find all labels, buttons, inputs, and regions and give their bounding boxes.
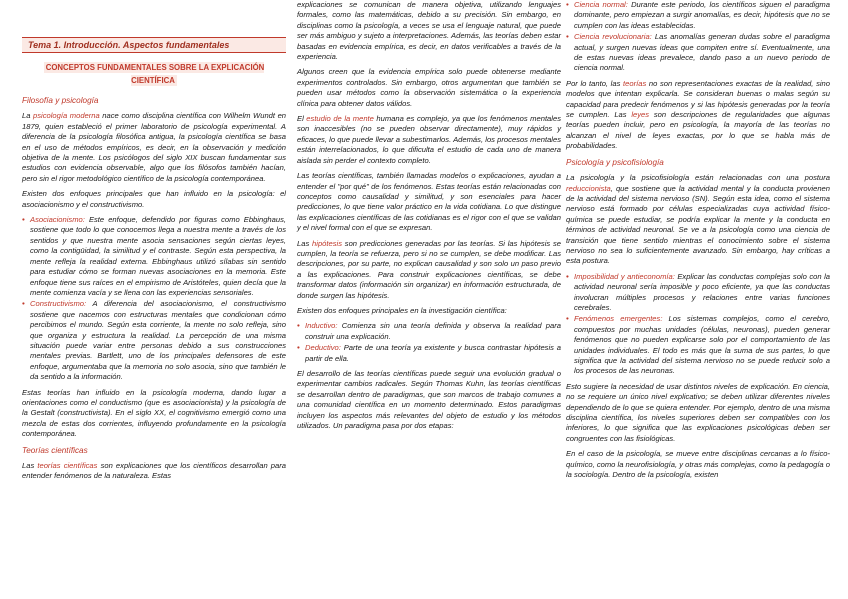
list-item: • Fenómenos emergentes: Los sistemas complejos, como el cerebro, compuestos por muchas unidades (células, neuronas), pueden generar fenómenos que no pueden explicarse solo por el comportamiento de las unidades individuales. El todo es más que la suma de sus partes, lo que significa que la actividad del sistema nervioso no se puede reducir solo a los procesos de las neuronas. — [566, 314, 830, 376]
paragraph: Estas teorías han influido en la psicología moderna, dando lugar a orientaciones como el conductismo (que es asociacionista) y la psicología de la Gestalt (constructivista). En el siglo XX, el cognitivismo emergió como una mezcla de estas dos corrientes, influyendo profundamente en la psicología contemporánea. — [22, 387, 286, 439]
list-item: • Constructivismo: A diferencia del asociacionismo, el constructivismo sostiene que nacemos con estructuras mentales que condicionan cómo percibimos el mundo. Según esta corriente, la mente no solo refleja, sino que organiza y estructura la realidad. La percepción de una misma situación puede variar entre personas debido a sus construcciones mentales previas. Bartlett, uno de los principales defensores de este enfoque, argumentaba que la memoria no solo asocia, sino que también le da sentido a la información. — [22, 299, 286, 382]
paragraph: Las hipótesis son predicciones generadas por las teorías. Si las hipótesis se cumplen, la teoría se refuerza, pero si no se cumplen, se debe modificar. Las descripciones, por su parte, no explican causalidad y son solo un paso previo a las explicaciones. Para construir explicaciones científicas, se debe transformar datos (información sin organizar) en información estructurada, de donde surgen las hipótesis. — [297, 238, 561, 300]
paragraph: Por lo tanto, las teorías no son representaciones exactas de la realidad, sino modelos que intentan explicarla. Se consideran buenas o malas según su capacidad para predecir fenómenos y si las hipótesis generadas por la teoría se cumplen. Las leyes son descripciones de regularidades que algunas teorías pueden incluir, pero en psicología, la mayoría de las teorías no alcanzan el nivel de leyes exactas, por lo que se habla más de probabilidades. — [566, 78, 830, 151]
heading-psicologia-psicofisiologia: Psicología y psicofisiología — [566, 157, 664, 167]
paragraph: Existen dos enfoques principales en la investigación científica: — [297, 305, 507, 315]
highlight-term: hipótesis — [312, 238, 343, 248]
bullet-list — [22, 215, 286, 383]
paragraph: Las teorías científicas, también llamadas modelos o explicaciones, ayudan a entender el "por qué" de los fenómenos. Estas teorías están relacionadas con conceptos como causalidad y similitud, y son esenciales para hacer predicciones, lo que tiene valor práctico en la vida cotidiana. Lo que distingue las explicaciones científicas de las cotidianas es el rigor con el que se validan y el nivel formal con el que se expresan. — [297, 171, 561, 233]
page-title: Tema 1. Introducción. Aspectos fundamentales — [22, 37, 286, 53]
paragraph: Algunos creen que la evidencia empírica solo puede obtenerse mediante experimentos controlados. Sin embargo, otros argumentan que también se pueden usar métodos como la observación sistemática o la experiencia clínica para obtener datos válidos. — [297, 67, 561, 108]
column-1 — [22, 0, 286, 487]
highlight-term: leyes — [631, 110, 650, 120]
column-2 — [297, 0, 561, 436]
column-3 — [566, 0, 830, 485]
paragraph: El desarrollo de las teorías científicas puede seguir una evolución gradual o experimentar cambios radicales. Según Thomas Kuhn, las teorías científicas se desarrollan dentro de paradigmas, que son marcos de trabajo comunes a una comunidad científica en un momento determinado. Estos paradigmas incluyen los aspectos más relevantes del objeto de estudio y los métodos utilizados. Un paradigma pasa por dos etapas: — [297, 369, 561, 431]
list-item: • Ciencia normal: Durante este periodo, los científicos siguen el paradigma dominante, pero empiezan a surgir anomalías, es decir, hipótesis que no se cumplen con las ideas establecidas. — [566, 0, 830, 30]
bullet-list — [297, 321, 561, 364]
section-subtitle: CONCEPTOS FUNDAMENTALES SOBRE LA EXPLICACIÓN CIENTÍFICA — [45, 63, 265, 85]
highlight-term: teorías científicas — [37, 461, 98, 470]
list-item: • Imposibilidad y antieconomía: Explicar las conductas complejas solo con la actividad neuronal sería imposible y poco eficiente, ya que las conductas involucran múltiples procesos y relaciones entre varias funciones cerebrales. — [566, 271, 830, 312]
paragraph: explicaciones se comunican de manera objetiva, utilizando lenguajes formales, como las matemáticas, debido a su precisión. Sin embargo, en disciplinas como la psicología, a veces se usa el lenguaje natural, que puede ser más ambiguo y sujeto a interpretaciones. Además, las teorías deben estar basadas en evidencia empírica, es decir, en datos verificables a través de la experiencia. — [297, 0, 561, 62]
paragraph: La psicología y la psicofisiología están relacionadas con una postura reduccionista, que sostiene que la actividad mental y la conducta provienen de la actividad del sistema nervioso (SN). Según esta idea, como el sistema nervioso está formado por células especializadas cuya actividad físico-química se puede estudiar, se podría explicar la mente y la conducta en términos de actividad neuronal. Se ve a la psicología como una ciencia de transición que tiene sentido mientras el conocimiento sobre el sistema nervioso no sea lo suficientemente avanzado. Sin embargo, hay críticas a esta postura. — [566, 173, 830, 266]
list-item: • Inductivo: Comienza sin una teoría definida y observa la realidad para construir una explicación. — [297, 321, 561, 341]
list-item: • Deductivo: Parte de una teoría ya existente y busca contrastar hipótesis a partir de ella. — [297, 343, 561, 363]
paragraph: Esto sugiere la necesidad de usar distintos niveles de explicación. En ciencia, no se requiere un único nivel explicativo; se deben utilizar diferentes niveles dependiendo de lo que se quiera entender. Por ejemplo, dentro de una misma disciplina científica, los niveles superiores deben ser compatibles con los inferiores, lo que significa que las explicaciones psicológicas deben ser congruentes con las fisiológicas. — [566, 381, 830, 443]
highlight-term: teorías — [623, 78, 647, 88]
paragraph: La psicología moderna nace como disciplina científica con Wilhelm Wundt en 1879, quien estableció el primer laboratorio de psicología experimental. A diferencia de la psicología filosófica antigua, la psicología científica se basa en el uso de métodos empíricos, es decir, en la observación y medición objetiva de la mente. Los psicólogos del siglo XIX buscan fundamentar sus estudios con evidencia observable, algo que los filósofos también hacían, pero sin el rigor metodológico científico de la psicología contemporánea. — [22, 111, 287, 183]
highlight-term: psicología moderna — [33, 111, 100, 121]
paragraph: El estudio de la mente humana es complejo, ya que los fenómenos mentales son inaccesibles (no se pueden observar directamente), muy rápidos y eficaces, lo que puede llevar a subestimarlos. Además, los procesos mentales están interrelacionados, lo que dificulta el estudio de cada uno de manera aislada sin perder el contexto completo. — [297, 114, 561, 165]
paragraph: Existen dos enfoques principales que han influido en la psicología: el asociacionismo y el constructivismo. — [22, 189, 286, 209]
list-item: • Ciencia revolucionaria: Las anomalías generan dudas sobre el paradigma actual, y surgen nuevas ideas que compiten entre sí. Eventualmente, una de estas nuevas ideas prevalece, dando paso a un nuevo periodo de ciencia normal. — [566, 32, 830, 73]
bullet-list — [566, 0, 830, 74]
bullet-list — [566, 272, 830, 377]
paragraph: En el caso de la psicología, se mueve entre disciplinas cercanas a lo físico-químico, como la neurofisiología, y otras más complejas, como la pedagogía o la sociología. Dentro de la psicología, existen — [566, 449, 830, 480]
list-item: • Asociacionismo: Este enfoque, defendido por figuras como Ebbinghaus, sostiene que todo lo que conocemos llega a nuestra mente a través de los sentidos y que nuestra mente asocia sensaciones según ciertas leyes, como la contigüidad, la similitud y el contraste. Según esta perspectiva, la mente refleja la realidad externa. Ebbinghaus utilizó sílabas sin sentido para estudiar cómo se forman nuevas asociaciones en la memoria. Este enfoque tiene sus raíces en el empirismo de Aristóteles, quien decía que la mente comienza vacía y se llena con las experiencias sensoriales. — [22, 215, 286, 297]
paragraph: Las teorías científicas son explicaciones que los científicos desarrollan para entender fenómenos de la naturaleza. Estas — [22, 461, 286, 481]
heading-teorias-cientificas: Teorías científicas — [22, 445, 88, 455]
highlight-term: reduccionista — [566, 183, 611, 193]
heading-filosofia-psicologia: Filosofía y psicología — [22, 96, 99, 105]
highlight-term: estudio de la mente — [306, 114, 374, 124]
